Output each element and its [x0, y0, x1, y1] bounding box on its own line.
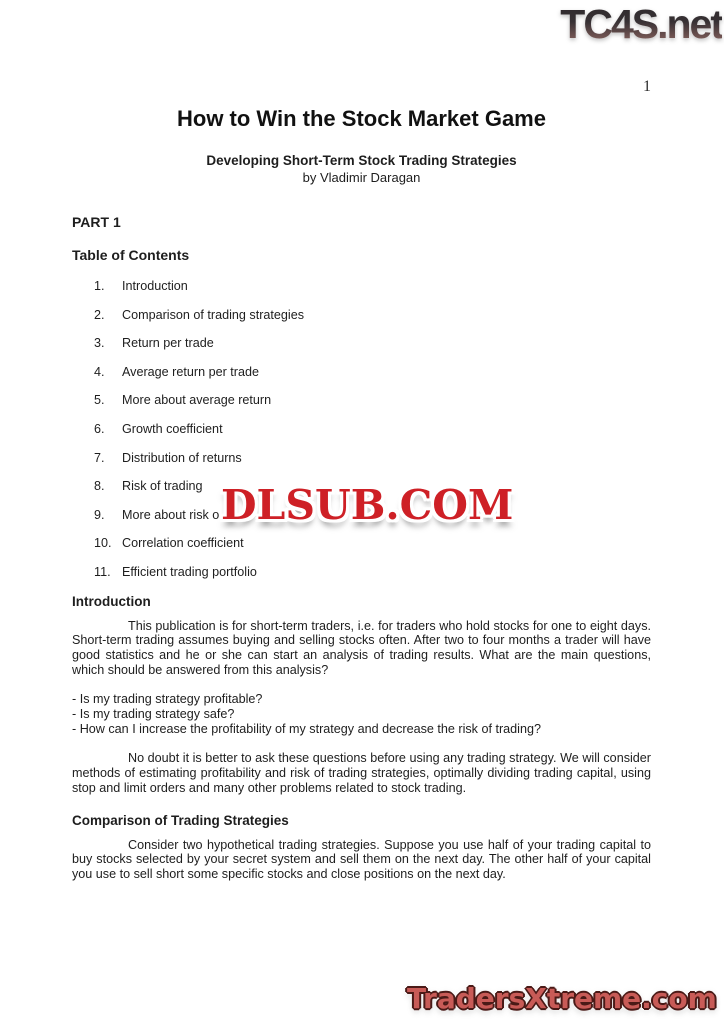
toc-item-number: 3.: [94, 336, 105, 351]
document-title: How to Win the Stock Market Game: [177, 106, 546, 131]
tradersxtreme-watermark: TradersXtreme.com: [407, 982, 717, 1015]
comparison-heading: Comparison of Trading Strategies: [72, 812, 289, 828]
toc-item: [72, 422, 651, 437]
document-byline: by Vladimir Daragan: [302, 170, 421, 185]
toc-item-label: Comparison of trading strategies: [122, 307, 305, 322]
toc-item-number: 7.: [94, 450, 105, 465]
toc-item-number: 6.: [94, 421, 105, 436]
document-subtitle: Developing Short-Term Stock Trading Strategies: [206, 153, 517, 168]
intro-question: - Is my trading strategy profitable?: [72, 692, 263, 707]
toc-item: [72, 536, 651, 551]
part-label: PART 1: [72, 214, 121, 230]
toc-item-number: 2.: [94, 307, 105, 322]
toc-item-number: 1.: [94, 279, 105, 293]
toc-item: [72, 279, 651, 294]
comparison-paragraph-1: Consider two hypothetical trading strategies. Suppose you use half of your trading capital to buy stocks selected by your secret system and sell them on the next day. The other half of your capital you use to sell short some specific stocks and close positions on the next day.: [72, 837, 651, 881]
intro-question-list: [72, 692, 651, 736]
toc-item-label: Return per trade: [122, 336, 214, 351]
toc-list: [72, 279, 651, 580]
toc-item: [72, 451, 651, 466]
toc-item-number: 10.: [94, 536, 112, 551]
toc-item: [72, 565, 651, 580]
intro-paragraph-2: No doubt it is better to ask these questions before using any trading strategy. We will consider methods of estimating profitability and risk of trading strategies, optimally dividing trading capital, using stop and limit orders and many other problems related to stock trading.: [72, 751, 651, 795]
toc-item-label: Correlation coefficient: [122, 536, 244, 551]
toc-heading: Table of Contents: [72, 247, 190, 263]
dlsub-watermark: DLSUB.COM: [221, 481, 514, 529]
toc-item-number: 8.: [94, 479, 105, 494]
toc-item: [72, 365, 651, 380]
toc-item: [72, 308, 651, 323]
toc-item-label: Average return per trade: [122, 364, 259, 379]
toc-item-label: More about risk o: [122, 507, 220, 522]
toc-item-label: Growth coefficient: [122, 421, 223, 436]
toc-item-label: Distribution of returns: [122, 450, 242, 465]
intro-question: - How can I increase the profitability of my strategy and decrease the risk of trading?: [72, 721, 541, 736]
intro-heading: Introduction: [72, 593, 151, 609]
toc-item-label: Introduction: [122, 279, 188, 293]
intro-paragraph-1: This publication is for short-term traders, i.e. for traders who hold stocks for one to eight days. Short-term trading assumes buying and selling stocks often. After two to four months a trader will have good statistics and he or she can start an analysis of trading results. What are the main questions, which should be answered from this analysis?: [72, 618, 651, 677]
toc-item: [72, 336, 651, 351]
intro-question: - Is my trading strategy safe?: [72, 707, 235, 722]
site-logo-watermark: TC4S.net: [560, 1, 722, 47]
toc-item-number: 11.: [94, 564, 111, 579]
page-content: [72, 0, 651, 882]
toc-item-number: 5.: [94, 393, 105, 408]
toc-item-label: Risk of trading: [122, 479, 203, 494]
page-number: 1: [643, 78, 651, 95]
toc-item-label: More about average return: [122, 393, 272, 408]
toc-item-number: 4.: [94, 364, 105, 379]
toc-item-label: Efficient trading portfolio: [122, 564, 257, 579]
toc-item: [72, 393, 651, 408]
toc-item-number: 9.: [94, 507, 105, 522]
